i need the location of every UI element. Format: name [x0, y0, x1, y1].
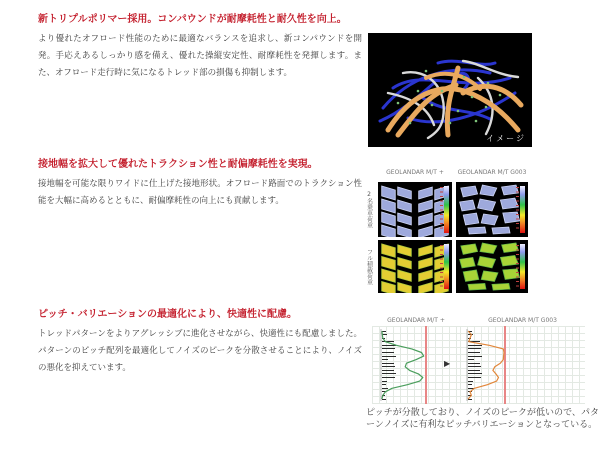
contact-column-header-g003: GEOLANDAR M/T G003: [457, 169, 527, 176]
contact-patch-mtplus-2persons: [378, 182, 452, 237]
contact-row-label-2persons: 2名乗車荷重: [365, 191, 373, 228]
noise-chart-title-g003: GEOLANDAR M/T G003: [488, 317, 557, 324]
polymer-strands-illustration: [368, 33, 532, 147]
contact-column-header-mtplus: GEOLANDAR M/T +: [386, 169, 444, 176]
colorbar-tick-labels: [440, 245, 443, 288]
section-polymer-body: より優れたオフロード性能のために最適なバランスを追求し、新コンパウンドを開発。手応えあるしっかり感を備え、優れた操縦安定性、耐摩耗性を発揮します。また、オフロード走行時に気になるトレッド部の損傷も抑制します。: [38, 34, 362, 78]
image-caption: イメージ: [486, 134, 526, 143]
section-contact-heading: [38, 158, 368, 171]
heading-text: 接地幅を拡大して優れたトラクション性と耐偏摩耗性を実現。: [38, 159, 318, 170]
contact-patch-mtplus-fullload: [378, 240, 452, 293]
colorbar-tick-labels: [516, 245, 519, 288]
heading-text: 新トリプルポリマー採用。コンパウンドが耐摩耗性と耐久性を向上。: [38, 14, 347, 25]
pressure-colorbar: [444, 244, 449, 289]
noise-chart-g003: [460, 326, 585, 404]
section-pitch-body: トレッドパターンをよりアグレッシブに進化させながら、快適性にも配慮しました。パターンのピッチ配列を最適化してノイズのピークを分散させることにより、ノイズの悪化を抑えています。: [38, 329, 362, 373]
section-polymer-heading: [38, 13, 368, 26]
pressure-colorbar: [520, 186, 525, 233]
polymer-image: [368, 33, 532, 147]
pressure-colorbar: [520, 244, 525, 289]
section-pitch-heading: [38, 308, 368, 321]
contact-patch-g003-2persons: [456, 182, 528, 237]
contact-patch-g003-fullload: [456, 240, 528, 293]
contact-row-label-fullload: フル積載荷重: [365, 248, 373, 285]
heading-text: ピッチ・バリエーションの最適化により、快適性に配慮。: [38, 309, 297, 320]
colorbar-tick-labels: [440, 187, 443, 232]
colorbar-tick-labels: [516, 187, 519, 232]
pressure-colorbar: [444, 186, 449, 233]
comparison-arrow-icon: ▶: [444, 359, 451, 368]
section-contact-body: 接地幅を可能な限りワイドに仕上げた接地形状。オフロード路面でのトラクション性能を大幅に高めるとともに、耐偏摩耗性の向上にも貢献します。: [38, 179, 362, 206]
noise-figure-caption: ピッチが分散しており、ノイズのピークが低いので、パターンノイズに有利なピッチバリエーションとなっている。: [366, 408, 599, 430]
noise-chart-title-mtplus: GEOLANDAR M/T +: [387, 317, 445, 324]
